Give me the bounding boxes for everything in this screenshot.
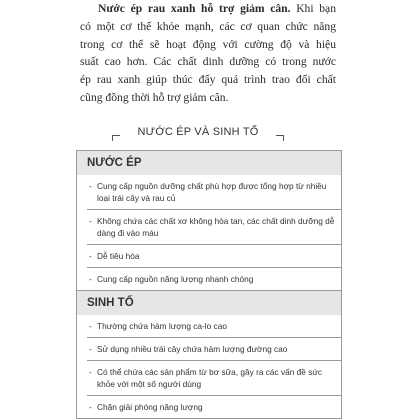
title-rule-right-cap	[283, 135, 284, 141]
intro-paragraph	[80, 0, 336, 107]
intro-line-2: có một cơ thể khỏe mạnh, các cơ quan chức năng	[80, 19, 336, 33]
list-item: - Có thể chứa các sản phẩm từ bơ sữa, gây ra các vấn đề sức khỏe với một số người dùng	[87, 361, 341, 396]
intro-line-3: trong cơ thể sẽ hoạt động với cường độ và hiệu	[80, 37, 336, 51]
section-title-text: NƯỚC ÉP VÀ SINH TỐ	[120, 126, 276, 138]
list-item: - Sử dụng nhiều trái cây chứa hàm lượng đường cao	[87, 338, 341, 361]
list-item: - Chặn giải phóng năng lượng	[87, 396, 341, 418]
title-rule-left-cap	[112, 135, 113, 141]
list-item: - Cung cấp nguồn dưỡng chất phù hợp được tổng hợp từ nhiều loại trái cây và rau củ	[87, 175, 341, 210]
intro-line-1	[80, 0, 336, 18]
list-item: - Không chứa các chất xơ không hòa tan, các chất dinh dưỡng dễ dàng đi vào máu	[87, 210, 341, 245]
list-item: - Cung cấp nguồn năng lượng nhanh chóng	[87, 268, 341, 290]
juice-box	[76, 150, 342, 291]
smoothie-heading: SINH TỐ	[77, 291, 341, 315]
list-item: - Dễ tiêu hóa	[87, 245, 341, 268]
intro-lead: Nước ép rau xanh hỗ trợ giảm cân.	[98, 2, 291, 15]
section-title	[112, 122, 284, 142]
intro-line-4: suất cao hơn. Các chất dinh dưỡng có trong nước	[80, 55, 336, 69]
intro-line-5: ép rau xanh giúp thúc đẩy quá trình trao đổi chất	[80, 73, 336, 87]
intro-lead-rest: Khi bạn	[290, 2, 336, 15]
juice-list	[77, 175, 341, 290]
smoothie-list	[77, 315, 341, 418]
juice-heading: NƯỚC ÉP	[77, 151, 341, 175]
intro-line-6: cũng đồng thời hỗ trợ giảm cân.	[80, 90, 229, 104]
list-item: - Thường chứa hàm lượng ca-lo cao	[87, 315, 341, 338]
